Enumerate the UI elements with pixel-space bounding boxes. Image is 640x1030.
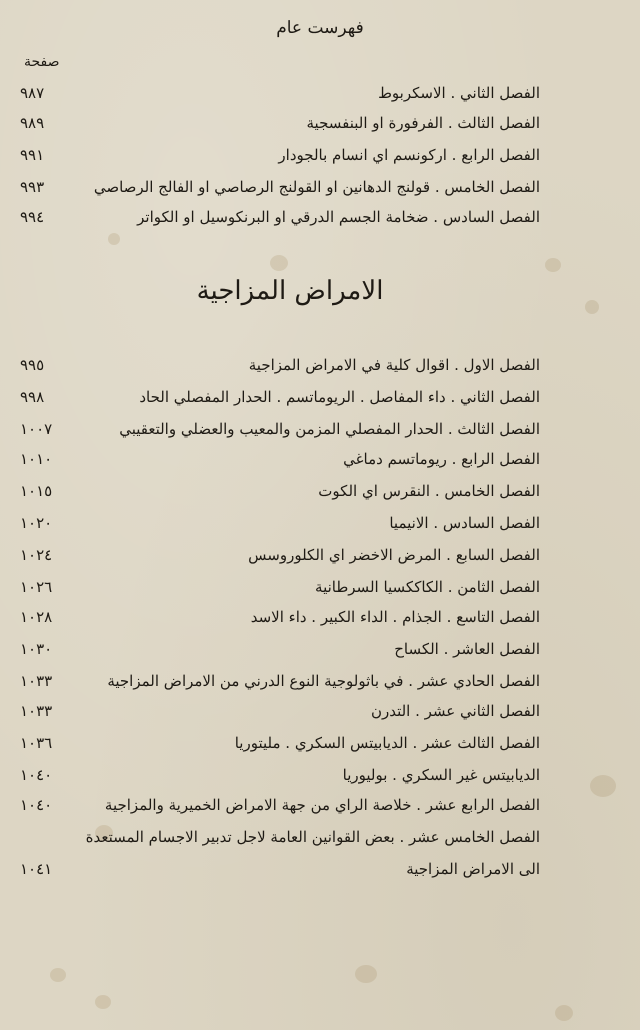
page-column-label: صفحة bbox=[24, 54, 60, 70]
toc-entry bbox=[20, 824, 540, 850]
toc-entry-title: الفصل الثاني . الاسكربوط bbox=[378, 84, 540, 102]
paper-stain bbox=[270, 255, 288, 271]
section-title: الامراض المزاجية bbox=[196, 276, 384, 306]
paper-stain bbox=[108, 233, 120, 245]
toc-entry bbox=[20, 574, 540, 600]
toc-entry-page: ٩٨٧ bbox=[20, 84, 45, 102]
toc-entry-page: ١٠٢٨ bbox=[20, 608, 53, 626]
toc-entry-page: ٩٩٥ bbox=[20, 356, 45, 374]
paper-stain bbox=[355, 965, 377, 983]
paper-stain bbox=[555, 1005, 573, 1021]
toc-entry bbox=[20, 384, 540, 410]
toc-entry-page: ١٠٤١ bbox=[20, 860, 53, 878]
toc-entry-title: الى الامراض المزاجية bbox=[406, 860, 540, 878]
page-header: فهرست عام bbox=[276, 18, 364, 38]
paper-stain bbox=[545, 258, 561, 272]
toc-entry-page: ١٠٣٣ bbox=[20, 672, 53, 690]
toc-entry-page: ١٠٣٠ bbox=[20, 640, 53, 658]
toc-entry-title: الفصل الحادي عشر . في باثولوجية النوع الدرني من الامراض المزاجية bbox=[107, 672, 540, 690]
toc-entry-title: الفصل الثاني عشر . التدرن bbox=[370, 702, 540, 720]
toc-entry-page: ٩٩٨ bbox=[20, 388, 45, 406]
toc-entry bbox=[20, 142, 540, 168]
toc-entry-title: الفصل الرابع عشر . خلاصة الراي من جهة الامراض الخميرية والمزاجية bbox=[104, 796, 540, 814]
toc-entry-title: الفصل الثاني . داء المفاصل . الريوماتسم . الحدار المفصلي الحاد bbox=[139, 388, 540, 406]
toc-entry-title: الفصل العاشر . الكساح bbox=[394, 640, 540, 658]
toc-entry bbox=[20, 762, 540, 788]
toc-entry bbox=[20, 730, 540, 756]
toc-entry-title: الفصل الاول . اقوال كلية في الامراض المزاجية bbox=[248, 356, 540, 374]
toc-entry-title: الديابيتس غير السكري . بوليوريا bbox=[342, 766, 540, 784]
toc-entry-page: ١٠٢٠ bbox=[20, 514, 53, 532]
toc-entry bbox=[20, 636, 540, 662]
toc-entry bbox=[20, 416, 540, 442]
toc-entry bbox=[20, 174, 540, 200]
toc-entry bbox=[20, 478, 540, 504]
toc-entry-title: الفصل الرابع . اركونسم اي انسام بالجودار bbox=[278, 146, 540, 164]
toc-entry-title: الفصل الرابع . ريوماتسم دماغي bbox=[343, 450, 540, 468]
toc-entry bbox=[20, 698, 540, 724]
toc-entry-page: ٩٩٣ bbox=[20, 178, 45, 196]
toc-entry-title: الفصل السادس . ضخامة الجسم الدرقي او البرنكوسيل او الكواتر bbox=[137, 208, 540, 226]
toc-entry-page: ٩٩٤ bbox=[20, 208, 45, 226]
toc-entry-title: الفصل الثامن . الكاككسيا السرطانية bbox=[315, 578, 540, 596]
toc-entry-title: الفصل التاسع . الجذام . الداء الكبير . داء الاسد bbox=[250, 608, 540, 626]
toc-entry bbox=[20, 110, 540, 136]
toc-entry-page: ١٠٣٦ bbox=[20, 734, 53, 752]
toc-entry-title: الفصل السابع . المرض الاخضر اي الكلوروسس bbox=[248, 546, 540, 564]
toc-entry bbox=[20, 510, 540, 536]
toc-entry bbox=[20, 668, 540, 694]
toc-entry-page: ٩٩١ bbox=[20, 146, 45, 164]
toc-entry bbox=[20, 80, 540, 106]
toc-entry-title: الفصل السادس . الانيميا bbox=[389, 514, 540, 532]
toc-entry bbox=[20, 204, 540, 230]
toc-entry-page: ١٠٤٠ bbox=[20, 766, 53, 784]
toc-entry-page: ١٠٣٣ bbox=[20, 702, 53, 720]
paper-stain bbox=[50, 968, 66, 982]
toc-entry-title: الفصل الخامس عشر . بعض القوانين العامة لاجل تدبير الاجسام المستعدة bbox=[85, 828, 540, 846]
toc-entry-title: الفصل الثالث . الحدار المفصلي المزمن والمعيب والعضلي والتعقيبي bbox=[119, 420, 540, 438]
toc-entry-title: الفصل الخامس . النقرس اي الكوت bbox=[318, 482, 540, 500]
toc-entry-page: ٩٨٩ bbox=[20, 114, 45, 132]
toc-entry-title: الفصل الثالث . الفرفورة او البنفسجية bbox=[306, 114, 540, 132]
toc-entry bbox=[20, 542, 540, 568]
toc-entry bbox=[20, 792, 540, 818]
paper-stain bbox=[585, 300, 599, 314]
toc-entry-page: ١٠٤٠ bbox=[20, 796, 53, 814]
toc-entry bbox=[20, 446, 540, 472]
toc-entry-page: ١٠٢٦ bbox=[20, 578, 53, 596]
toc-entry-page: ١٠٠٧ bbox=[20, 420, 53, 438]
toc-entry bbox=[20, 856, 540, 882]
toc-entry-title: الفصل الخامس . قولنج الدهانين او القولنج الرصاصي او الفالج الرصاصي bbox=[93, 178, 540, 196]
toc-entry bbox=[20, 352, 540, 378]
toc-entry-page: ١٠١٥ bbox=[20, 482, 53, 500]
paper-stain bbox=[590, 775, 616, 797]
toc-entry bbox=[20, 604, 540, 630]
toc-entry-page: ١٠٢٤ bbox=[20, 546, 53, 564]
paper-stain bbox=[95, 995, 111, 1009]
toc-entry-page: ١٠١٠ bbox=[20, 450, 53, 468]
toc-entry-title: الفصل الثالث عشر . الديابيتس السكري . مليتوريا bbox=[234, 734, 540, 752]
